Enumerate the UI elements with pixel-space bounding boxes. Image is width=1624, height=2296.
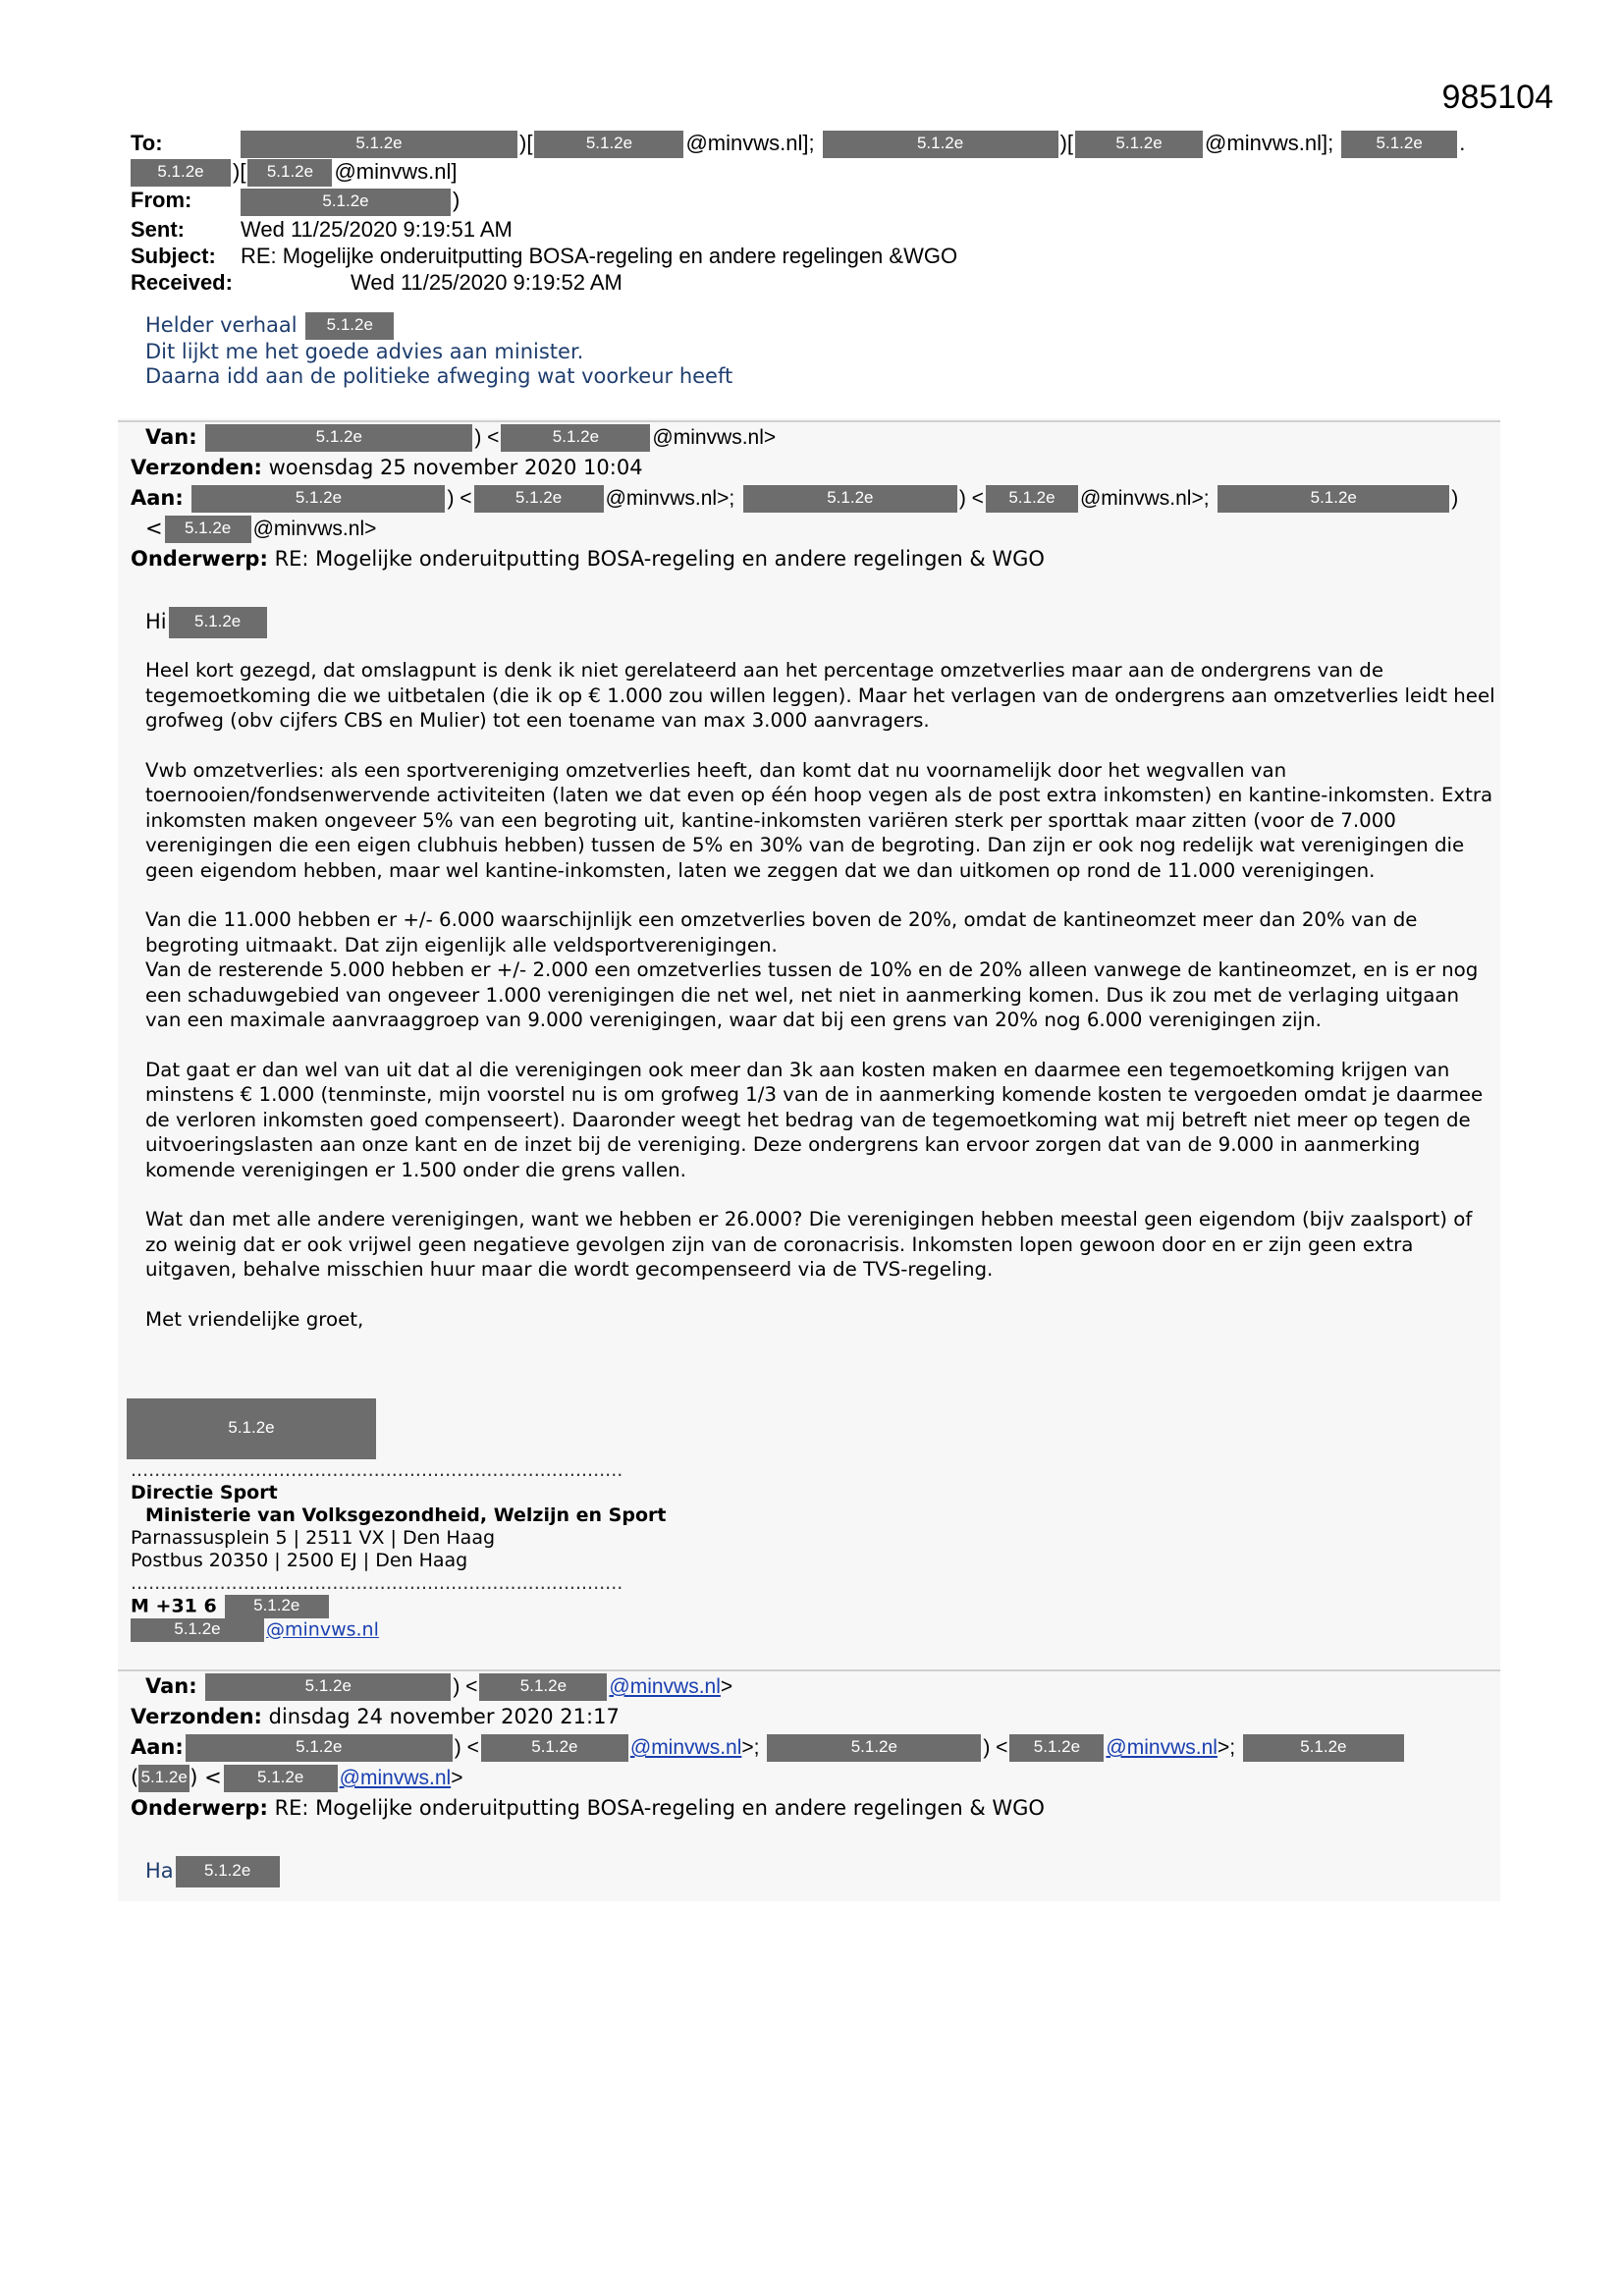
redaction: 5.1.2e [225,1595,329,1618]
message-1-header [131,422,1525,574]
onderwerp-value: RE: Mogelijke onderuitputting BOSA-regeling en andere regelingen & WGO [274,1796,1045,1820]
body-paragraph: Wat dan met alle andere verenigingen, want we hebben er 26.000? Die verenigingen hebben meestal geen eigendom (bijv zaalsport) of zo weinig dat er ook vrijwel geen negatieve gevolgen zijn van de coronacrisis. Inkomsten lopen gewoon door en er zijn geen extra uitgaven, behalve misschien huur maar die wordt gecompenseerd via de TVS-regeling. [145,1208,1473,1281]
document-number: 985104 [1441,79,1553,116]
message-1-body [145,658,1500,1356]
redaction: 5.1.2e [743,485,957,513]
redaction: 5.1.2e [176,1856,280,1887]
redaction: 5.1.2e [247,159,332,187]
verzonden-label: Verzonden: [131,456,262,479]
redaction: 5.1.2e [191,485,445,513]
van-row: Van: 5.1.2e ) < 5.1.2e @minvws.nl> [131,422,1525,453]
redaction: 5.1.2e [1009,1734,1104,1762]
body-paragraph: Heel kort gezegd, dat omslagpunt is denk ik niet gerelateerd aan het percentage omzetverlies maar aan de ondergrens van de tegemoetkoming die we uitbetalen (die ik op € 1.000 zou willen leggen). Maar het verlagen van de ondergrens aan omzetverlies leidt heel grofweg (obv cijfers CBS en Mulier) tot een toename van max 3.000 aanvragers. [145,659,1495,732]
subject-label: Subject: [131,243,216,268]
redaction: 5.1.2e [305,312,394,340]
redaction: 5.1.2e [1218,485,1449,513]
verzonden-row [131,453,1525,483]
from-label: From: [131,188,192,213]
redaction: 5.1.2e [1075,131,1203,158]
aan-row-continued: < 5.1.2e @minvws.nl> [131,514,1525,544]
sent-row [131,216,1505,243]
received-value: Wed 11/25/2020 9:19:52 AM [351,269,623,295]
dotted-divider: ................................................................................... [131,1572,623,1594]
to-label: To: [131,131,163,155]
redaction: 5.1.2e [186,1734,453,1762]
reply-line: Helder verhaal 5.1.2e [145,312,732,340]
from-row: From: 5.1.2e ) [131,187,1505,215]
email-link[interactable]: @minvws.nl [339,1767,452,1789]
sent-label: Sent: [131,216,185,242]
sent-value: Wed 11/25/2020 9:19:51 AM [241,216,513,242]
received-label: Received: [131,269,233,295]
email-domain: @minvws.nl] [334,159,458,185]
email-link[interactable]: @minvws.nl [1106,1736,1218,1759]
redaction: 5.1.2e [1243,1734,1404,1762]
redaction: 5.1.2e [169,607,267,638]
received-row [131,269,1505,296]
aan-label: Aan: [131,1735,184,1759]
van-row: Van: 5.1.2e ) < 5.1.2e @minvws.nl> [131,1671,1525,1702]
onderwerp-row [131,544,1525,574]
onderwerp-label: Onderwerp: [131,547,268,571]
redaction: 5.1.2e [986,485,1078,513]
redaction: 5.1.2e [205,1673,451,1701]
redaction: 5.1.2e [474,485,604,513]
redaction: 5.1.2e [481,1734,628,1762]
verzonden-label: Verzonden: [131,1705,262,1728]
redaction: 5.1.2e [1341,131,1457,158]
aan-label: Aan: [131,486,184,510]
address-line: Parnassusplein 5 | 2511 VX | Den Haag [131,1527,496,1549]
subject-value: RE: Mogelijke onderuitputting BOSA-regeling en andere regelingen &WGO [241,243,958,268]
to-row: To: 5.1.2e )[ 5.1.2e @minvws.nl]; 5.1.2e )[ 5.1.2e @minvws.nl]; 5.1.2e . [131,130,1505,158]
verzonden-row [131,1702,1525,1732]
email-print-header [131,130,1505,296]
closing: Met vriendelijke groet, [145,1307,364,1331]
email-link[interactable]: @minvws.nl [609,1675,721,1698]
message-2-header [131,1671,1525,1824]
redaction: 5.1.2e [165,516,251,543]
email-link[interactable]: @minvws.nl [266,1618,379,1641]
redaction: 5.1.2e [823,131,1058,158]
aan-row: Aan: 5.1.2e ) < 5.1.2e @minvws.nl>; 5.1.2e ) < 5.1.2e @minvws.nl>; 5.1.2e ) [131,483,1525,514]
department: Directie Sport [131,1482,278,1503]
van-label: Van: [145,1674,197,1698]
greeting: Ha 5.1.2e [145,1856,282,1887]
email-row [131,1618,666,1642]
dotted-divider: ................................................................................... [131,1459,623,1481]
greeting: Hi 5.1.2e [145,607,269,638]
verzonden-value: dinsdag 24 november 2020 21:17 [268,1705,620,1728]
van-label: Van: [145,425,197,449]
redaction: 5.1.2e [131,159,231,187]
body-paragraph: Van die 11.000 hebben er +/- 6.000 waarschijnlijk een omzetverlies boven de 20%, omdat de kantineomzet meer dan 20% van de begroting uitmaakt. Dat zijn eigenlijk alle veldsportverenigingen. Van de resterende 5.000 hebben er +/- 2.000 een omzetverlies tussen de 10% en de 20% alleen vanwege de kantineomzet, en is er nog een schaduwgebied van ongeveer 1.000 verenigingen die net wel, net niet in aanmerking komen. Dus ik zou met de verlaging uitgaan van een maximale aanvraaggroep van 9.000 verenigingen, waar dat bij een grens van 20% nog 6.000 verenigingen zijn. [145,908,1479,1031]
email-domain: @minvws.nl> [652,426,777,449]
onderwerp-row [131,1793,1525,1824]
email-link[interactable]: @minvws.nl [629,1736,742,1759]
verzonden-value: woensdag 25 november 2020 10:04 [268,456,643,479]
aan-row: Aan: 5.1.2e ) < 5.1.2e @minvws.nl>; 5.1.2e ) < 5.1.2e @minvws.nl>; 5.1.2e [131,1732,1525,1763]
email-domain: @minvws.nl>; [605,487,735,510]
email-domain: @minvws.nl]; [1205,131,1334,155]
subject-row [131,243,1505,269]
redaction: 5.1.2e [205,424,472,452]
redaction: 5.1.2e [241,131,517,158]
redaction: 5.1.2e [501,424,650,452]
onderwerp-label: Onderwerp: [131,1796,268,1820]
reply-line: Dit lijkt me het goede advies aan minister. [145,340,584,363]
redaction: 5.1.2e [479,1673,607,1701]
reply-text [145,312,732,389]
redaction: 5.1.2e [127,1398,376,1459]
redaction: 5.1.2e [767,1734,981,1762]
body-paragraph: Vwb omzetverlies: als een sportvereniging omzetverlies heeft, dan komt dat nu voornamelijk door het wegvallen van toernooien/fondsenwervende activiteiten (laten we dat even op één hoop vegen als de post extra inkomsten) en kantine-inkomsten. Extra inkomsten maken ongeveer 5% van een begroting uit, kantine-inkomsten variëren sterk per sporttak maar zitten (voor de 7.000 verenigingen die een eigen clubhuis hebben) tussen de 5% en 30% van de begroting. Dan zijn er ook nog redelijk wat verenigingen die geen eigendom hebben, maar wel kantine-inkomsten, laten we zeggen dat we dan uitkomen op rond de 11.000 verenigingen. [145,758,1493,882]
aan-row-continued: ( 5.1.2e ) < 5.1.2e @minvws.nl> [131,1763,1525,1793]
email-domain: @minvws.nl> [252,518,377,540]
email-domain: @minvws.nl]; [685,131,815,155]
redaction: 5.1.2e [138,1765,189,1792]
signature-block [131,1398,666,1642]
body-paragraph: Dat gaat er dan wel van uit dat al die verenigingen ook meer dan 3k aan kosten maken en daarmee een tegemoetkoming krijgen van minstens € 1.000 (tenminste, mijn voorstel nu is om grofweg 1/3 van de in aanmerking komende kosten te vergoeden omdat je daarmee de verloren inkomsten goed compenseert). Daaronder weegt het bedrag van de tegemoetkoming wat mij betreft niet meer op tegen de uitvoeringslasten aan onze kant en de inzet bij de vereniging. Deze ondergrens kan ervoor zorgen dat van de 9.000 in aanmerking komende verenigingen er 1.500 onder die grens vallen. [145,1058,1484,1181]
email-domain: @minvws.nl>; [1079,487,1210,510]
redaction: 5.1.2e [131,1618,264,1642]
reply-line: Daarna idd aan de politieke afweging wat voorkeur heeft [145,364,733,388]
phone-row: M +31 6 5.1.2e [131,1595,666,1618]
redaction: 5.1.2e [224,1765,338,1792]
to-row-continued: 5.1.2e )[ 5.1.2e @minvws.nl] [131,158,1505,187]
ministry: Ministerie van Volksgezondheid, Welzijn en Sport [145,1504,667,1526]
redaction: 5.1.2e [534,131,683,158]
redaction: 5.1.2e [241,189,451,216]
onderwerp-value: RE: Mogelijke onderuitputting BOSA-regeling en andere regelingen & WGO [274,547,1045,571]
address-line: Postbus 20350 | 2500 EJ | Den Haag [131,1550,468,1571]
